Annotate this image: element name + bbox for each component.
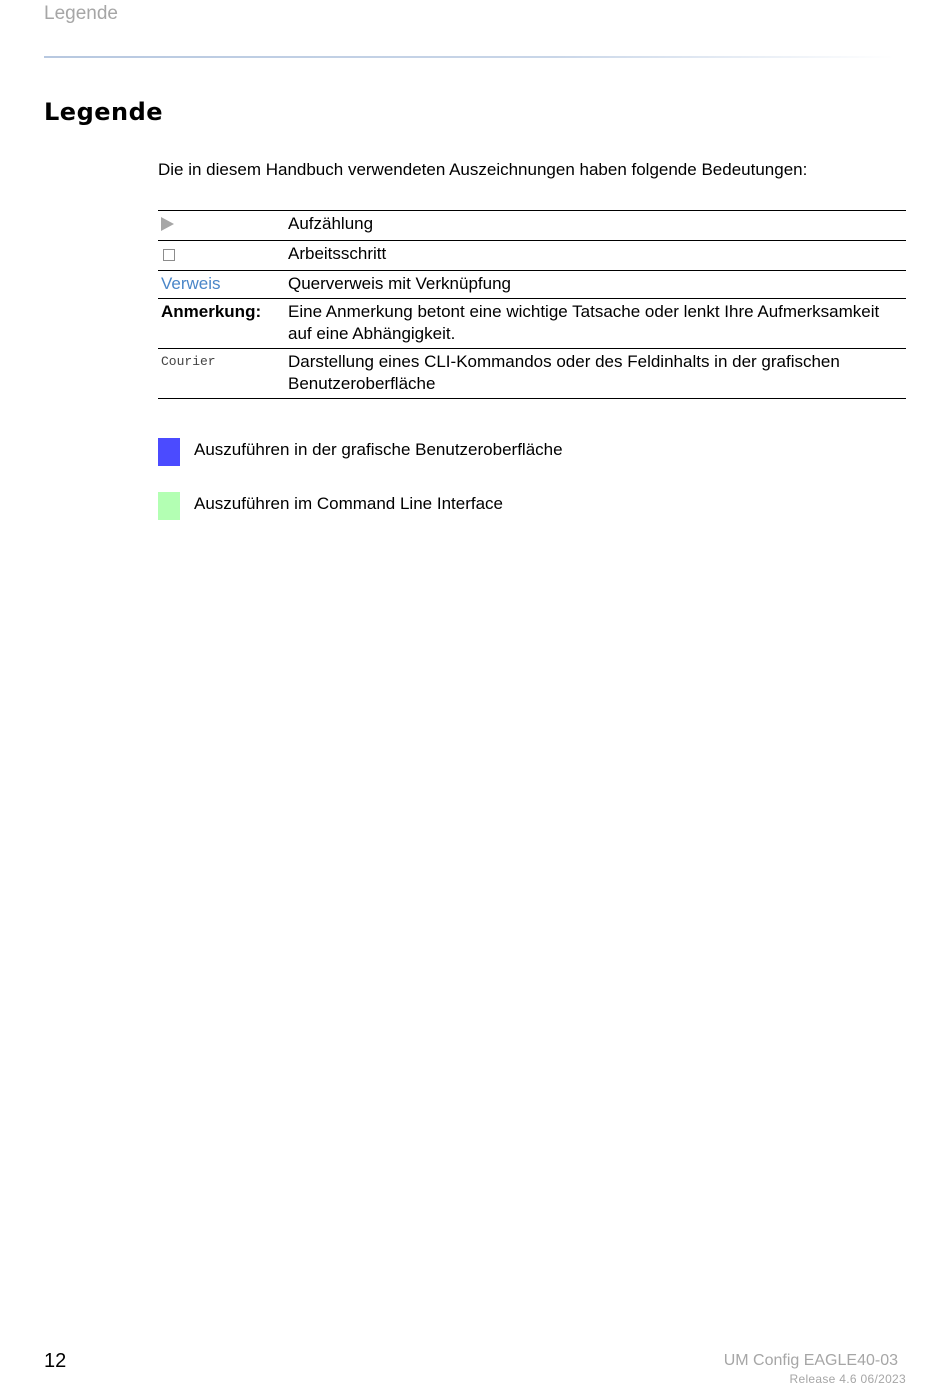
legend-table	[158, 210, 906, 399]
note-term: Anmerkung:	[161, 302, 262, 321]
cli-legend-label: Auszuführen im Command Line Interface	[194, 494, 503, 513]
page-number: 12	[44, 1350, 67, 1372]
legend-term	[158, 241, 288, 271]
legend-term	[158, 211, 288, 241]
cross-reference-term[interactable]: Verweis	[161, 274, 221, 293]
page-title: Legende	[44, 98, 164, 126]
legend-row	[158, 241, 906, 271]
header-divider	[44, 56, 894, 58]
legend-row	[158, 271, 906, 299]
triangle-bullet-icon	[161, 217, 174, 231]
footer-release: Release 4.6 06/2023	[789, 1372, 906, 1386]
legend-description: Arbeitsschritt	[288, 244, 387, 263]
running-header: Legende	[44, 3, 118, 24]
legend-row	[158, 211, 906, 241]
legend-row	[158, 299, 906, 349]
intro-text: Die in diesem Handbuch verwendeten Auszeichnungen haben folgende Bedeutungen:	[158, 160, 808, 179]
legend-row	[158, 349, 906, 399]
checkbox-icon	[163, 249, 175, 261]
legend-description: Aufzählung	[288, 214, 374, 233]
legend-description: Querverweis mit Verknüpfung	[288, 274, 511, 293]
gui-legend-label: Auszuführen in der grafische Benutzeroberfläche	[194, 440, 563, 459]
legend-description: Eine Anmerkung betont eine wichtige Tatsache oder lenkt Ihre Aufmerksamkeit auf eine Abhängigkeit.	[288, 302, 880, 343]
cli-color-swatch	[158, 492, 180, 520]
courier-term: Courier	[161, 354, 216, 369]
gui-color-swatch	[158, 438, 180, 466]
legend-description: Darstellung eines CLI-Kommandos oder des Feldinhalts in der grafischen Benutzeroberfläche	[288, 352, 840, 393]
footer-document-title: UM Config EAGLE40-03	[723, 1352, 898, 1369]
